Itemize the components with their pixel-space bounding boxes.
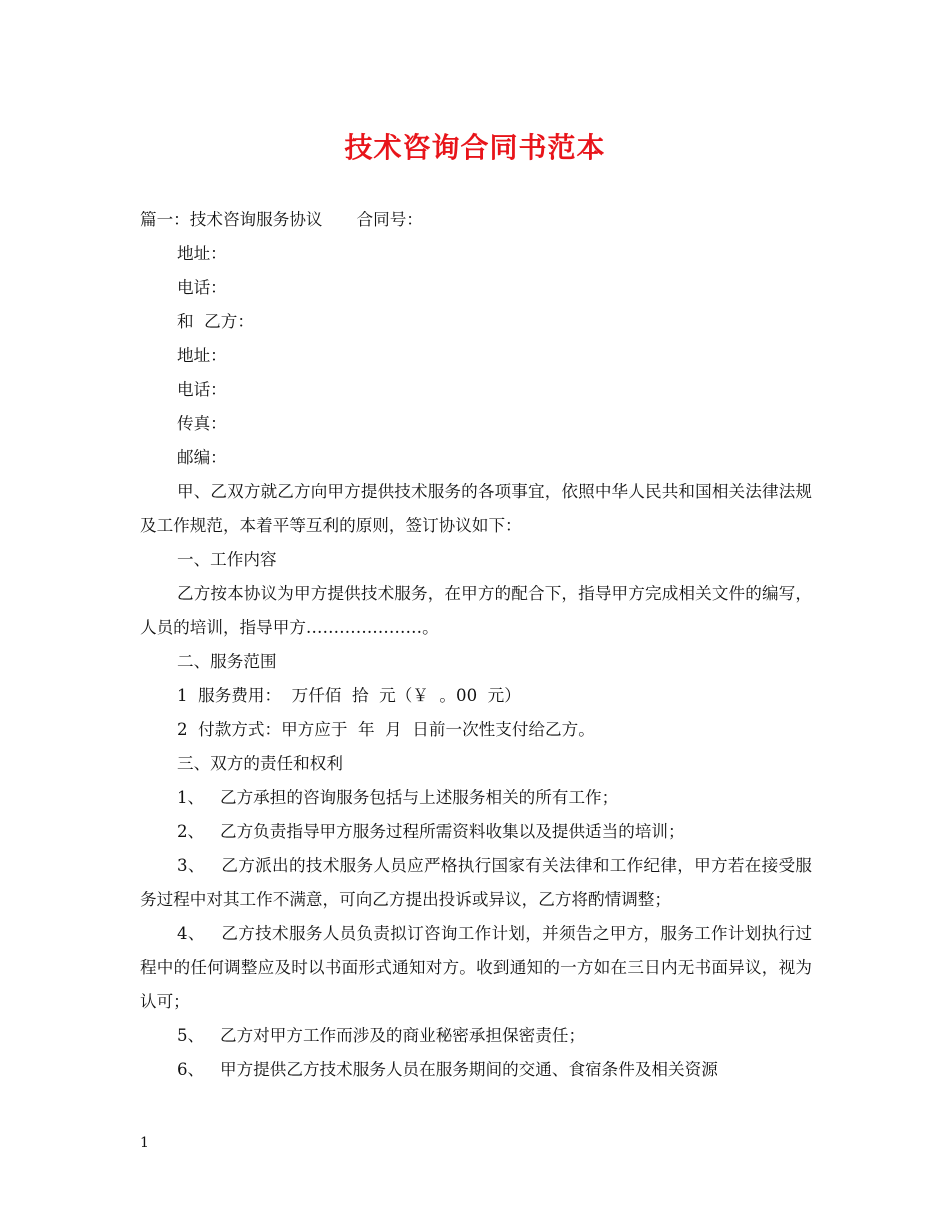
- postcode-line: 邮编：: [177, 448, 227, 467]
- section-heading-work: 一、工作内容: [177, 550, 277, 569]
- document-title: 技术咨询合同书范本: [344, 131, 606, 164]
- address-line: 地址：: [177, 244, 227, 263]
- phone-line-b: 电话：: [177, 380, 227, 399]
- page-number: 1: [140, 1135, 149, 1151]
- duty-item-3: 3、 乙方派出的技术服务人员应严格执行国家有关法律和工作纪律，甲方若在接受服务过程中对其工作不满意，可向乙方提出投诉或异议，乙方将酌情调整；: [140, 856, 812, 909]
- phone-line: 电话：: [177, 278, 227, 297]
- duty-item-4: 4、 乙方技术服务人员负责拟订咨询工作计划，并须告之甲方，服务工作计划执行过程中的任何调整应及时以书面形式通知对方。收到通知的一方如在三日内无书面异议，视为认可；: [140, 924, 812, 1011]
- service-fee-line: 1 服务费用： 万仟佰 拾 元（￥ 。00 元）: [177, 686, 521, 705]
- duty-item-5: 5、 乙方对甲方工作而涉及的商业秘密承担保密责任；: [177, 1026, 586, 1045]
- section-heading-scope: 二、服务范围: [177, 652, 277, 671]
- duty-item-2: 2、 乙方负责指导甲方服务过程所需资料收集以及提供适当的培训；: [177, 822, 685, 841]
- header-line: [140, 203, 812, 237]
- document-body: [140, 203, 812, 1087]
- duty-item-1: 1、 乙方承担的咨询服务包括与上述服务相关的所有工作；: [177, 788, 619, 807]
- duty-item-6: 6、 甲方提供乙方技术服务人员在服务期间的交通、食宿条件及相关资源: [177, 1060, 718, 1079]
- address-line-b: 地址：: [177, 346, 227, 365]
- work-content-paragraph: 乙方按本协议为甲方提供技术服务，在甲方的配合下，指导甲方完成相关文件的编写，人员的培训，指导甲方…………………。: [140, 584, 812, 637]
- article-heading: 篇一：技术咨询服务协议: [140, 210, 323, 229]
- section-heading-duties: 三、双方的责任和权利: [177, 754, 343, 773]
- party-b-line: 和 乙方：: [177, 312, 254, 331]
- payment-method-line: 2 付款方式：甲方应于 年 月 日前一次性支付给乙方。: [177, 720, 595, 739]
- contract-number-label: 合同号：: [356, 210, 423, 229]
- intro-paragraph: 甲、乙双方就乙方向甲方提供技术服务的各项事宜，依照中华人民共和国相关法律法规及工作规范，本着平等互利的原则，签订协议如下：: [140, 482, 812, 535]
- fax-line: 传真：: [177, 414, 227, 433]
